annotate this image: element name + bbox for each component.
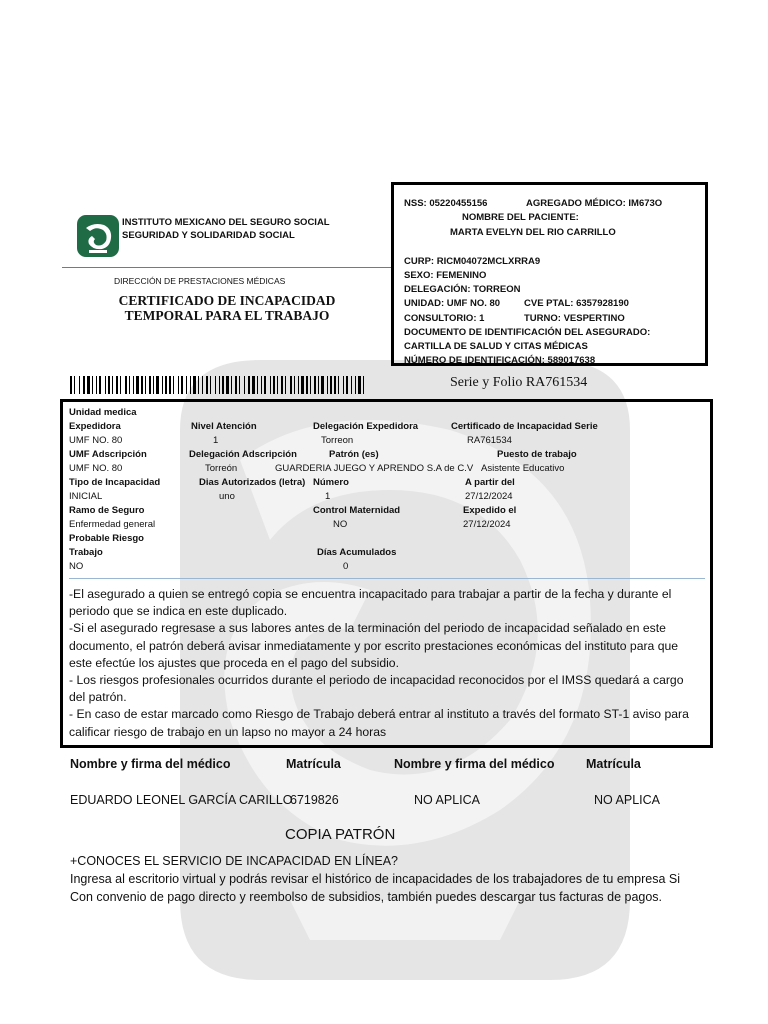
barcode-bar [112,376,113,394]
barcode-bar [149,376,151,394]
patient-name: MARTA EVELYN DEL RIO CARRILLO [450,227,616,238]
barcode-bar [129,376,130,394]
barcode-bar [244,376,245,394]
barcode-bar [306,376,308,394]
delegacion-expedidora-value: Torreon [321,435,354,446]
matricula-value-2: NO APLICA [594,793,660,807]
institute-line-1: INSTITUTO MEXICANO DEL SEGURO SOCIAL [122,217,330,228]
barcode-bar [74,376,75,394]
header-divider [62,267,392,268]
barcode-bar [355,376,356,394]
online-service-promo [70,852,680,906]
ramo-seguro-label: Ramo de Seguro [69,505,145,516]
title-line-2: TEMPORAL PARA EL TRABAJO [124,308,330,323]
control-maternidad-label: Control Maternidad [313,505,401,516]
barcode-bar [105,376,106,394]
probable-riesgo-value: NO [69,561,84,572]
turno: TURNO: VESPERTINO [524,313,625,324]
barcode-bar [285,376,286,394]
barcode-bar [235,376,237,394]
tipo-incapacidad-value: INICIAL [69,491,103,502]
barcode-bar [321,376,324,394]
barcode-bar [248,376,250,394]
barcode-bar [169,376,171,394]
barcode-bar [173,376,174,394]
barcode-bar [330,376,332,394]
notice-line: - Los riesgos profesionales ocurridos durante el periodo de incapacidad reconocidos por el IMSS quedará a cargo [69,673,684,688]
barcode-bar [252,376,255,394]
barcode-bar [136,376,139,394]
nss: NSS: 05220455156 [404,198,488,209]
barcode-bar [290,376,292,394]
expedidora-label: Expedidora [69,421,121,432]
doctor-name-label-2: Nombre y firma del médico [394,757,555,771]
umf-adscripcion-label: UMF Adscripción [69,449,147,460]
delegacion-expedidora-label: Delegación Expedidora [313,421,419,432]
barcode-bar [125,376,127,394]
barcode-bar [318,376,319,394]
sexo: SEXO: FEMENINO [404,270,487,281]
notice-line: -Si el asegurado regresase a sus labores antes de la terminación del periodo de incapacidad señalado en este [69,621,666,636]
puesto-label: Puesto de trabajo [497,449,577,460]
barcode-bar [156,376,159,394]
umf-adscripcion-value: UMF NO. 80 [69,463,123,474]
agregado-medico: AGREGADO MÉDICO: IM673O [526,198,663,209]
patient-info-box [391,182,708,366]
matricula-label-1: Matrícula [286,757,341,771]
barcode-bar [363,376,364,394]
doctor-name-value-2: NO APLICA [414,793,480,807]
dias-acumulados-label: Días Acumulados [317,547,397,558]
notice-line: - En caso de estar marcado como Riesgo de Trabajo deberá entrar al instituto a través del formato ST-1 aviso para [69,707,689,722]
barcode-bar [270,376,271,394]
dias-autorizados-label: Dias Autorizados (letra) [199,477,306,488]
promo-line-1: +CONOCES EL SERVICIO DE INCAPACIDAD EN LÍNEA? [70,854,398,868]
barcode-bar [231,376,232,394]
delegacion: DELEGACIÓN: TORREON [404,284,521,295]
barcode-bar [202,376,203,394]
numero-label: Número [313,477,349,488]
consultorio: CONSULTORIO: 1 [404,313,485,324]
barcode-bar [116,376,118,394]
unidad-medica-label: Unidad medica [69,407,137,418]
id-number: NÚMERO DE IDENTIFICACIÓN: 589017638 [404,355,596,366]
barcode-bar [281,376,283,394]
barcode-bar [301,376,304,394]
trabajo-label: Trabajo [69,547,103,558]
barcode-bar [351,376,352,394]
a-partir-value: 27/12/2024 [465,491,513,502]
doctor-name-label-1: Nombre y firma del médico [70,757,231,771]
barcode-bar [346,376,348,394]
patron-value: GUARDERIA JUEGO Y APRENDO S.A de C.V [275,463,474,474]
imss-eagle-logo-icon [76,214,120,258]
ramo-seguro-value: Enfermedad general [69,519,156,530]
barcode-bar [210,376,211,394]
nivel-atencion-label: Nivel Atención [191,421,257,432]
barcode-bar [277,376,278,394]
title-line-1: CERTIFICADO DE INCAPACIDAD [118,293,336,308]
notice-line: periodo que se indica en este duplicado. [69,604,288,619]
promo-line-2: Ingresa al escritorio virtual y podrás revisar el histórico de incapacidades de los trabajadores de tu empresa Si [70,872,681,886]
barcode-bar [273,376,275,394]
doc-id-value: CARTILLA DE SALUD Y CITAS MÉDICAS [404,341,588,352]
barcode-bar [120,376,121,394]
notice-paragraph [69,586,709,741]
barcode-bar [215,376,216,394]
barcode-bar [83,376,85,394]
control-maternidad-value: NO [333,519,348,530]
barcode-bar [298,376,299,394]
barcode [70,376,364,394]
institute-line-2: SEGURIDAD Y SOLIDARIDAD SOCIAL [122,230,295,241]
barcode-bar [96,376,97,394]
barcode-bar [314,376,316,394]
barcode-bar [99,376,101,394]
dias-autorizados-value: uno [219,491,235,502]
barcode-bar [165,376,167,394]
barcode-bar [261,376,262,394]
barcode-bar [198,376,199,394]
barcode-bar [334,376,336,394]
certificado-serie-value: RA761534 [467,435,512,446]
barcode-bar [79,376,80,394]
patron-label: Patrón (es) [329,449,379,460]
barcode-bar [133,376,134,394]
barcode-bar [239,376,240,394]
barcode-bar [264,376,266,394]
barcode-bar [162,376,163,394]
barcode-bar [327,376,328,394]
delegacion-adscripcion-label: Delegación Adscripción [189,449,297,460]
expedido-value: 27/12/2024 [463,519,511,530]
matricula-label-2: Matrícula [586,757,641,771]
notice-line: calificar riesgo de trabajo en un lapso no mayor a 24 horas [69,724,387,739]
barcode-bar [343,376,344,394]
dias-acumulados-value: 0 [343,561,349,572]
barcode-bar [145,376,146,394]
serie-folio: Serie y Folio RA761534 [450,375,588,390]
delegacion-adscripcion-value: Torreón [205,463,238,474]
barcode-bar [222,376,224,394]
curp: CURP: RICM04072MCLXRRA9 [404,256,541,267]
barcode-bar [193,376,196,394]
probable-riesgo-label: Probable Riesgo [69,533,144,544]
barcode-bar [70,376,72,394]
barcode-bar [108,376,110,394]
certificado-serie-label: Certificado de Incapacidad Serie [451,421,598,432]
unidad: UNIDAD: UMF NO. 80 [404,298,501,309]
copia-patron: COPIA PATRÓN [285,826,396,843]
numero-value: 1 [325,491,331,502]
promo-line-3: Con convenio de pago directo y reembolso de subsidios, también puedes descargar tus facturas de pagos. [70,890,663,904]
notice-line: este efectúe los ajustes que proceda en el pago del subsidio. [69,655,399,670]
barcode-bar [153,376,154,394]
nivel-atencion-value: 1 [213,435,219,446]
barcode-bar [181,376,183,394]
barcode-bar [186,376,187,394]
barcode-bar [206,376,208,394]
barcode-bar [338,376,339,394]
a-partir-label: A partir del [465,477,515,488]
barcode-bar [92,376,93,394]
notice-line: -El asegurado a quien se entregó copia se encuentra incapacitado para trabajar a partir de la fecha y durante el [69,587,672,601]
barcode-bar [141,376,143,394]
patient-name-label: NOMBRE DEL PACIENTE: [462,212,579,223]
barcode-bar [219,376,220,394]
barcode-bar [190,376,191,394]
tipo-incapacidad-label: Tipo de Incapacidad [69,477,161,488]
direction-label: DIRECCIÓN DE PRESTACIONES MÉDICAS [114,276,286,286]
doctor-name-value-1: EDUARDO LEONEL GARCÍA CARILLO [70,793,293,807]
barcode-bar [294,376,295,394]
expedidora-value: UMF NO. 80 [69,435,123,446]
matricula-value-1: 6719826 [290,793,339,807]
notice-line: del patrón. [69,690,127,705]
details-divider [69,578,705,579]
doc-id-label: DOCUMENTO DE IDENTIFICACIÓN DEL ASEGURADO: [404,327,651,338]
institute-name [122,216,330,242]
cve-ptal: CVE PTAL: 6357928190 [524,298,629,309]
certificate-title [92,293,362,323]
expedido-label: Expedido el [463,505,517,516]
puesto-value: Asistente Educativo [481,463,565,474]
barcode-bar [257,376,258,394]
barcode-bar [358,376,361,394]
barcode-bar [178,376,179,394]
barcode-bar [87,376,90,394]
incapacity-details-box [60,399,713,748]
barcode-bar [226,376,229,394]
barcode-bar [310,376,311,394]
notice-line: documento, el patrón deberá avisar inmediatamente y por escrito prestaciones económicas del instituto para que [69,638,679,653]
